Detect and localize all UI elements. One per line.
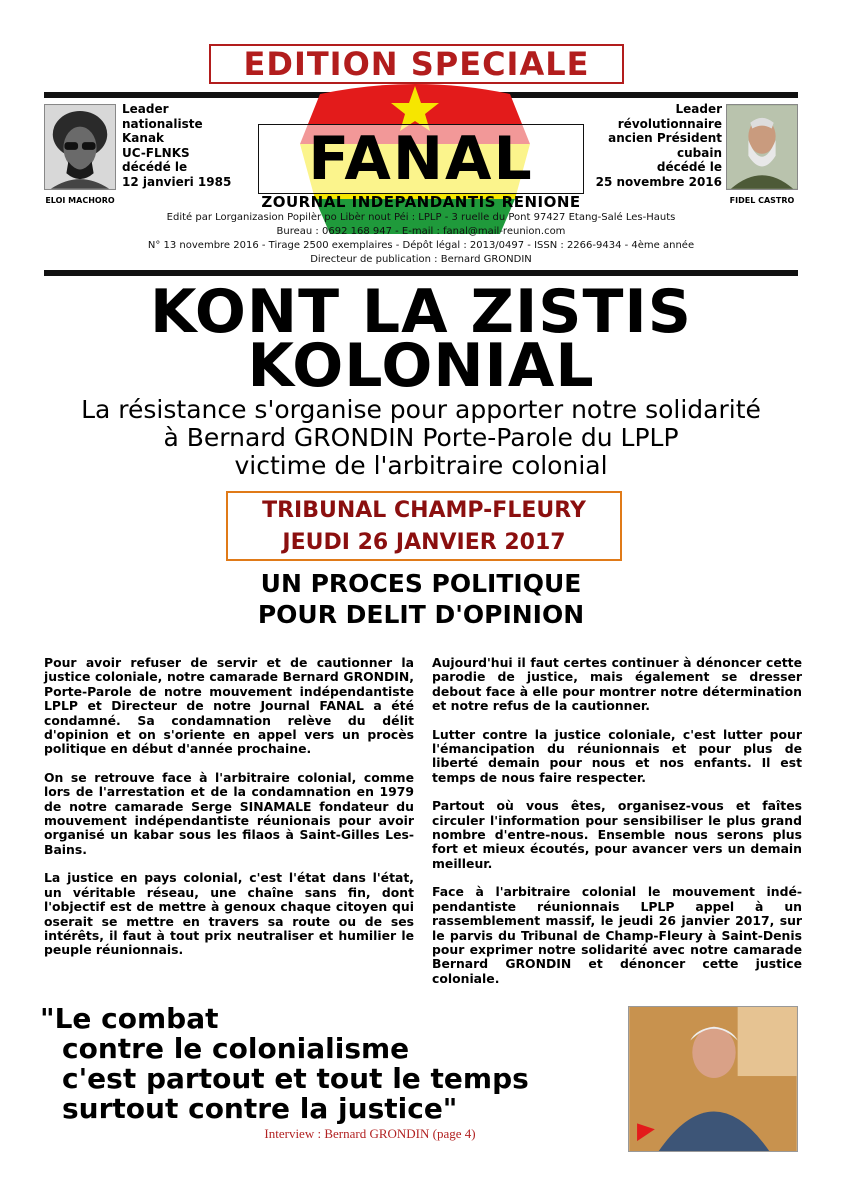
left-leader-description: Leader nationaliste Kanak UC-FLNKS décédé le 12 janvieri 1985 (122, 102, 232, 189)
quote-line-2: contre le colonialisme (62, 1032, 410, 1065)
main-headline-line-1: KONT LA ZISTIS (150, 277, 692, 347)
subheadline-line-2: à Bernard GRONDIN Porte-Parole du LPLP (163, 423, 679, 452)
publisher-line: Edité par Lorganizasion Popilèr po Libèr nout Péi : LPLP - 3 ruelle du Pont 97427 Etang-Salé Les-Hauts (166, 212, 676, 223)
right-portrait-caption: FIDEL CASTRO (729, 196, 795, 205)
quote-line-4: surtout contre la justice" (62, 1092, 458, 1125)
subheadline-line-3: victime de l'arbitraire colonial (234, 451, 608, 480)
article-left-column (44, 656, 414, 972)
main-headline-line-2: KOLONIAL (247, 331, 595, 401)
bernard-grondin-photo (628, 1006, 798, 1152)
quote-line-1: "Le combat (40, 1002, 219, 1035)
masthead-title-box (258, 124, 584, 194)
fidel-castro-portrait (726, 104, 798, 190)
article-paragraph: On se retrouve face à l'arbitraire colonial, comme lors de l'arrestation et de la condamnation en 1979 de notre camarade Serge SINAMALE fondateur du mouvement indépendantiste réunionais pour avoir organisé un kabar sous les filaos à Saint-Gilles Les-Bains. (44, 769, 414, 857)
proces-line-1: UN PROCES POLITIQUE (260, 569, 582, 598)
proces-heading (40, 568, 802, 630)
quote-line-3: c'est partout et tout le temps (62, 1062, 529, 1095)
article-paragraph: Partout où vous êtes, organisez-vous et faîtes circuler l'information pour sensibiliser le plus grand nombre d'entre-nous. Ensemble nous serons plus fort et mieux écoutés, pour avancer vers un demain meilleur. (432, 798, 802, 871)
newspaper-subtitle: ZOURNAL INDEPANDANTIS RENIONE (261, 193, 581, 211)
event-box (226, 491, 622, 561)
director-line: Directeur de publication : Bernard GRONDIN (310, 254, 532, 265)
pull-quote (40, 1004, 620, 1124)
article-paragraph: La justice en pays colonial, c'est l'état dans l'état, un véritable réseau, une chaîne sans fin, dont l'objectif est de mettre à genoux chaque citoyen qui oserait se mettre en travers sa route ou de ses intérêts, il faut à tout prix neutraliser et humilier le peuple réunionnais. (44, 870, 414, 958)
event-place: TRIBUNAL CHAMP-FLEURY (262, 498, 586, 523)
contact-line: Bureau : 0692 168 947 - E-mail : fanal@mail-reunion.com (276, 226, 566, 237)
masthead-bottom-rule (44, 270, 798, 276)
eloi-machoro-portrait (44, 104, 116, 190)
right-leader-description: Leader révolutionnaire ancien Président cubain décédé le 25 novembre 2016 (595, 102, 722, 189)
interview-attribution: Interview : Bernard GRONDIN (page 4) (264, 1126, 476, 1141)
issue-info-line: N° 13 novembre 2016 - Tirage 2500 exemplaires - Dépôt légal : 2013/0497 - ISSN : 2266-9434 - 4ème année (147, 240, 695, 251)
newspaper-title: FANAL (308, 124, 534, 194)
article-paragraph: Lutter contre la justice coloniale, c'est lutter pour l'émancipation du réunionnais et pour plus de liberté demain pour nous et nos enfants. Il est temps de nous faire respecter. (432, 726, 802, 785)
article-paragraph: Pour avoir refuser de servir et de cautionner la justice coloniale, notre camarade Bernard GRONDIN, Porte-Parole de notre mouvement indépendantiste LPLP et Directeur de notre Journal FANAL a été condamné. Sa condamnation relève du délit d'opinion et on s'oriente en appel vers un procès politique en début d'année prochaine. (44, 655, 414, 757)
proces-line-2: POUR DELIT D'OPINION (257, 600, 585, 629)
article-right-column (432, 656, 802, 1000)
subheadline-line-1: La résistance s'organise pour apporter notre solidarité (81, 395, 761, 424)
article-paragraph: Aujourd'hui il faut certes continuer à dénoncer cette parodie de justice, mais également se dresser debout face à elle pour montrer notre détermination et notre refus de la cautionner. (432, 655, 802, 714)
edition-speciale-banner: EDITION SPECIALE (209, 44, 624, 84)
subheadline (40, 396, 802, 480)
left-portrait-caption: ELOI MACHORO (45, 196, 115, 205)
event-date: JEUDI 26 JANVIER 2017 (282, 530, 566, 555)
article-paragraph: Face à l'arbitraire colonial le mouvement indé-pendantiste réunionnais LPLP appel à un rassemblement massif, le jeudi 26 janvier 2017, sur le parvis du Tribunal de Champ-Fleury à Saint-Denis pour exprimer notre solidarité avec notre camarade Bernard GRONDIN et dénoncer cette justice coloniale. (432, 884, 802, 986)
